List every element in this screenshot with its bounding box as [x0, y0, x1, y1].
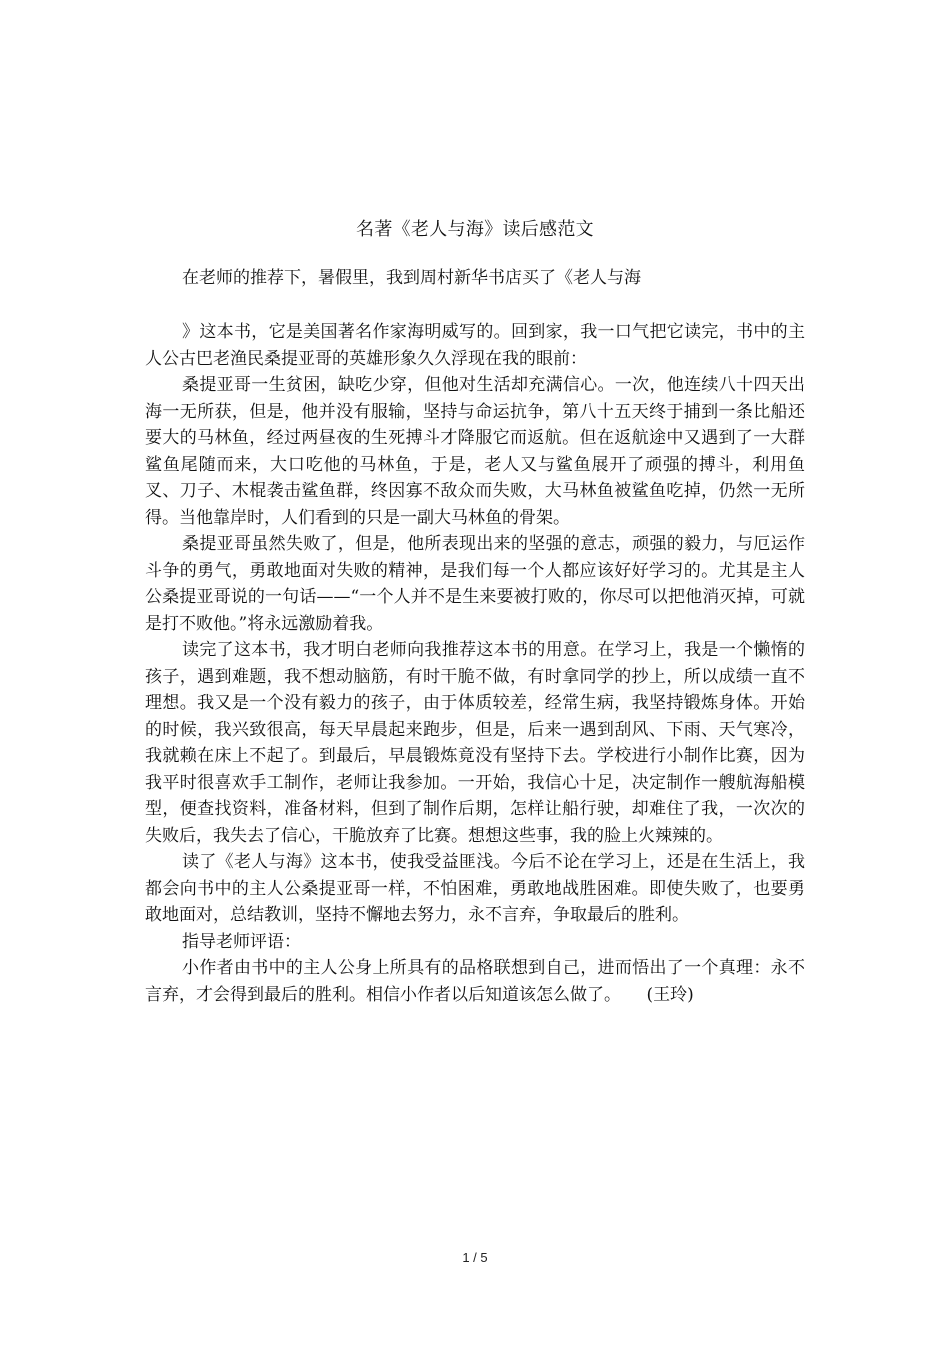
- teacher-comment-heading: 指导老师评语：: [182, 931, 301, 952]
- document-body: [145, 319, 805, 1008]
- document-title: 名著《老人与海》读后感范文: [356, 219, 594, 240]
- paragraph-2: 桑提亚哥一生贫困，缺吃少穿，但他对生活却充满信心。一次，他连续八十四天出海一无所获，但是，他并没有服输，坚持与命运抗争，第八十五天终于捕到一条比船还要大的马林鱼，经过两昼夜的生死搏斗才降服它而返航。但在返航途中又遇到了一大群鲨鱼尾随而来，大口吃他的马林鱼，于是，老人又与鲨鱼展开了顽强的搏斗，利用鱼叉、刀子、木棍袭击鲨鱼群，终因寡不敌众而失败，大马林鱼被鲨鱼吃掉，仍然一无所得。当他靠岸时，人们看到的只是一副大马林鱼的骨架。: [145, 375, 805, 528]
- paragraph-1: 》这本书，它是美国著名作家海明威写的。回到家，我一口气把它读完，书中的主人公古巴老渔民桑提亚哥的英雄形象久久浮现在我的眼前：: [145, 322, 805, 369]
- paragraph-5: 读了《老人与海》这本书，使我受益匪浅。今后不论在学习上，还是在生活上，我都会向书中的主人公桑提亚哥一样，不怕困难，勇敢地战胜困难。即使失败了，也要勇敢地面对，总结教训，坚持不懈地去努力，永不言弃，争取最后的胜利。: [145, 852, 805, 925]
- paragraph-3: 桑提亚哥虽然失败了，但是，他所表现出来的坚强的意志，顽强的毅力，与厄运作斗争的勇气，勇敢地面对失败的精神，是我们每一个人都应该好好学习的。尤其是主人公桑提亚哥说的一句话——“一个人并不是生来要被打败的，你尽可以把他消灭掉，可就是打不败他。”将永远激励着我。: [145, 534, 805, 634]
- teacher-comment: 小作者由书中的主人公身上所具有的品格联想到自己，进而悟出了一个真理：永不言弃，才会得到最后的胜利。相信小作者以后知道该怎么做了。 (王玲): [145, 958, 805, 1005]
- paragraph-4: 读完了这本书，我才明白老师向我推荐这本书的用意。在学习上，我是一个懒惰的孩子，遇到难题，我不想动脑筋，有时干脆不做，有时拿同学的抄上，所以成绩一直不理想。我又是一个没有毅力的孩子，由于体质较差，经常生病，我坚持锻炼身体。开始的时候，我兴致很高，每天早晨起来跑步，但是，后来一遇到刮风、下雨、天气寒冷，我就赖在床上不起了。到最后，早晨锻炼竟没有坚持下去。学校进行小制作比赛，因为我平时很喜欢手工制作，老师让我参加。一开始，我信心十足，决定制作一艘航海船模型，便查找资料，准备材料，但到了制作后期，怎样让船行驶，却难住了我，一次次的失败后，我失去了信心，干脆放弃了比赛。想想这些事，我的脸上火辣辣的。: [145, 640, 805, 846]
- page-number: 1 / 5: [462, 1250, 488, 1265]
- intro-line: 在老师的推荐下，暑假里，我到周村新华书店买了《老人与海: [182, 268, 641, 288]
